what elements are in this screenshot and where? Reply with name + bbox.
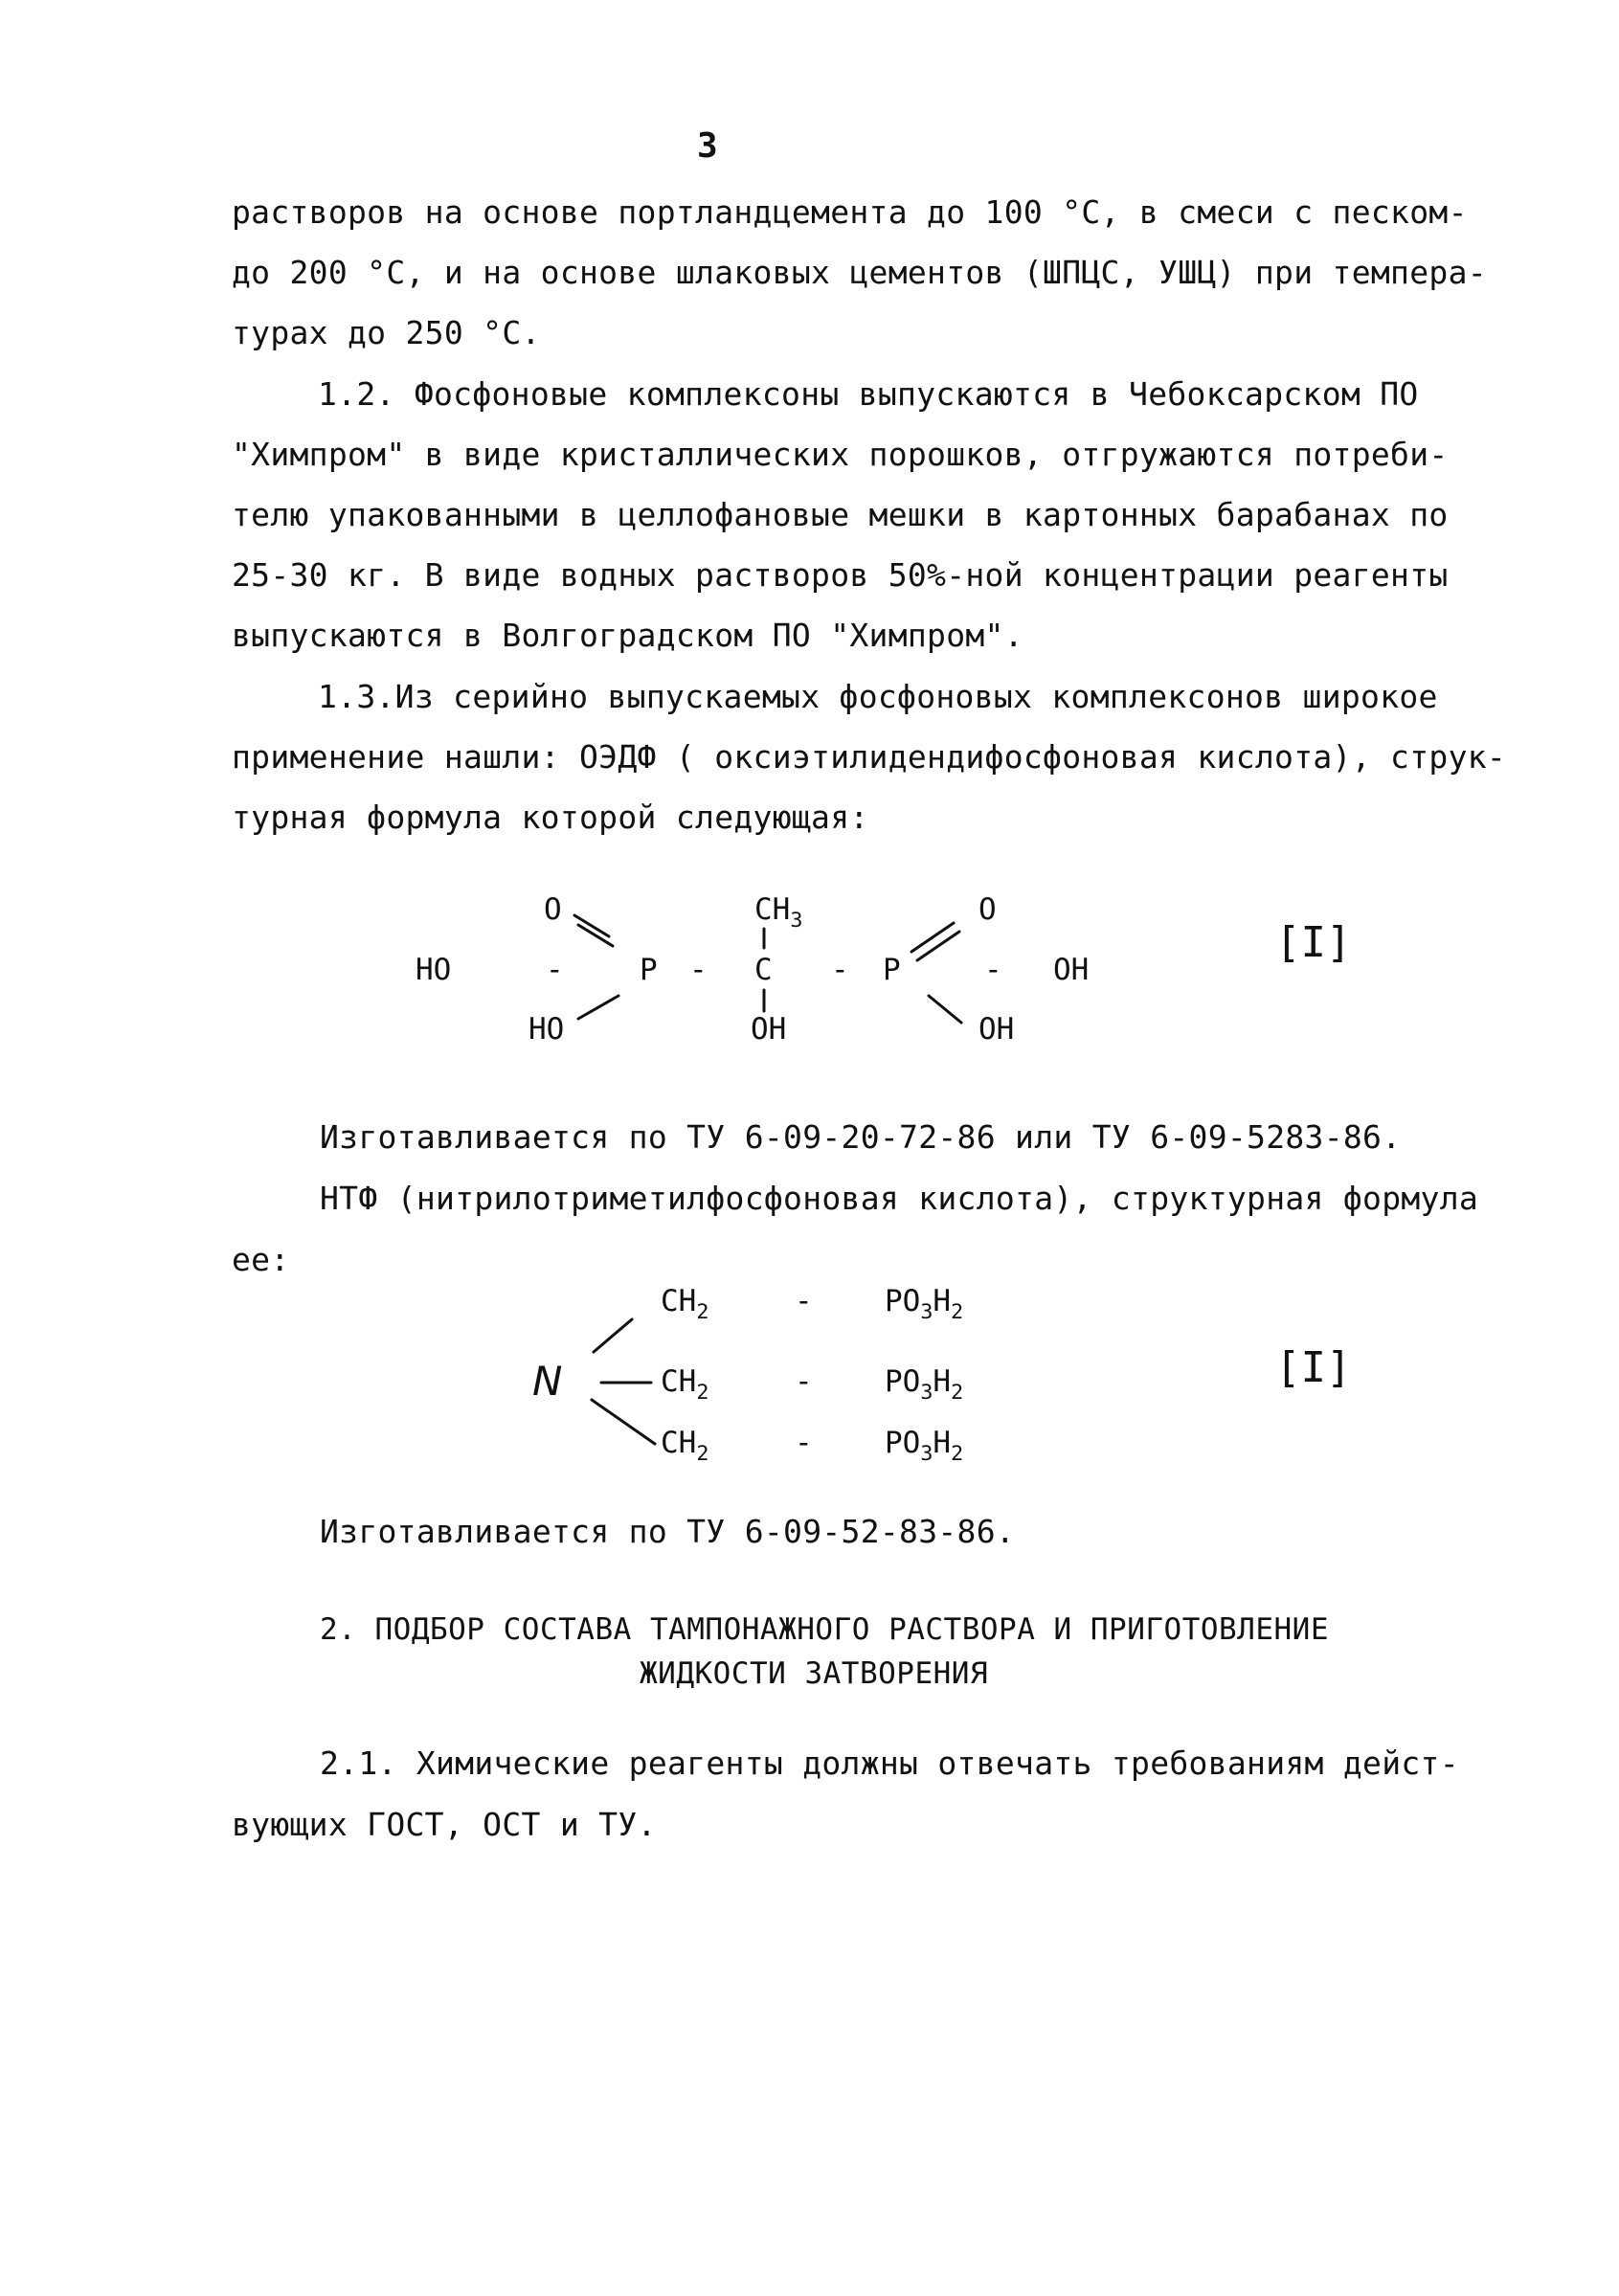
body-line: 2.1. Химические реагенты должны отвечать требованиям дейст- bbox=[320, 1745, 1459, 1782]
formula-atom: P bbox=[883, 953, 901, 987]
formula-bond: - bbox=[984, 953, 1002, 987]
formula-atom: P bbox=[640, 953, 658, 987]
bond-line bbox=[911, 923, 954, 952]
formula-atom: C bbox=[754, 953, 773, 987]
body-line: ее: bbox=[232, 1241, 290, 1278]
body-line: Изготавливается по ТУ 6-09-20-72-86 или ТУ 6-09-5283-86. bbox=[320, 1118, 1402, 1156]
body-line: до 200 °С, и на основе шлаковых цементов (ШПЦС, УШЦ) при темпера- bbox=[232, 254, 1487, 291]
formula-atom: O bbox=[978, 892, 997, 927]
body-line: выпускаются в Волгоградском ПО "Химпром". bbox=[232, 617, 1023, 654]
body-line: применение нашли: ОЭДФ ( оксиэтилидендифосфоновая кислота), струк- bbox=[232, 738, 1507, 776]
formula-bond: - bbox=[831, 953, 849, 987]
formula-reference: [I] bbox=[1275, 1343, 1352, 1392]
formula-atom: OH bbox=[1053, 953, 1090, 987]
body-line: телю упакованными в целлофановые мешки в картонных барабанах по bbox=[232, 496, 1449, 533]
formula-bond: - bbox=[795, 1426, 813, 1460]
formula-atom: $CH_2$ bbox=[661, 1364, 709, 1405]
bond-line bbox=[592, 1400, 655, 1444]
bond-line bbox=[578, 996, 618, 1019]
formula-bond: - bbox=[795, 1364, 813, 1399]
formula-atom: HO bbox=[416, 953, 452, 987]
body-line: турная формула которой следующая: bbox=[232, 799, 869, 836]
formula-atom: OH bbox=[978, 1012, 1015, 1047]
formula-atom: OH bbox=[751, 1012, 787, 1047]
bond-line bbox=[929, 996, 961, 1023]
body-line: НТФ (нитрилотриметилфосфоновая кислота), структурная формула bbox=[320, 1180, 1479, 1217]
formula-bond: - bbox=[795, 1284, 813, 1318]
bond-line bbox=[917, 932, 959, 960]
formula-bond: - bbox=[689, 953, 708, 987]
section-heading: 2. ПОДБОР СОСТАВА ТАМПОНАЖНОГО РАСТВОРА И ПРИГОТОВЛЕНИЕ bbox=[320, 1612, 1329, 1647]
body-line: вующих ГОСТ, ОСТ и ТУ. bbox=[232, 1806, 657, 1843]
formula-atom: O bbox=[544, 892, 562, 927]
formula-reference: [I] bbox=[1275, 918, 1352, 967]
body-line: Изготавливается по ТУ 6-09-52-83-86. bbox=[320, 1513, 1016, 1550]
formula-atom: $PO_3H_2$ bbox=[885, 1364, 964, 1405]
body-line: турах до 250 °С. bbox=[232, 314, 541, 351]
formula-atom: $PO_3H_2$ bbox=[885, 1284, 964, 1324]
section-heading: ЖИДКОСТИ ЗАТВОРЕНИЯ bbox=[640, 1656, 989, 1691]
body-line: "Химпром" в виде кристаллических порошков, отгружаются потреби- bbox=[232, 436, 1449, 473]
formula-atom: $CH_2$ bbox=[661, 1426, 709, 1466]
formula-atom: $PO_3H_2$ bbox=[885, 1426, 964, 1466]
formula-atom: $CH_2$ bbox=[661, 1284, 709, 1324]
formula-atom: $CH_3$ bbox=[754, 892, 803, 933]
bond-line bbox=[594, 1319, 632, 1352]
body-line: 1.3.Из серийно выпускаемых фосфоновых комплексонов широкое bbox=[318, 678, 1438, 715]
formula-bond: - bbox=[546, 953, 564, 987]
body-line: 1.2. Фосфоновые комплексоны выпускаются в Чебоксарском ПО bbox=[318, 375, 1419, 413]
body-line: растворов на основе портландцемента до 100 °С, в смеси с песком- bbox=[232, 193, 1468, 231]
page-number: 3 bbox=[697, 126, 718, 166]
formula-atom: N bbox=[532, 1358, 563, 1405]
body-line: 25-30 кг. В виде водных растворов 50%-ной концентрации реагенты bbox=[232, 556, 1449, 594]
formula-atom: HO bbox=[528, 1012, 565, 1047]
